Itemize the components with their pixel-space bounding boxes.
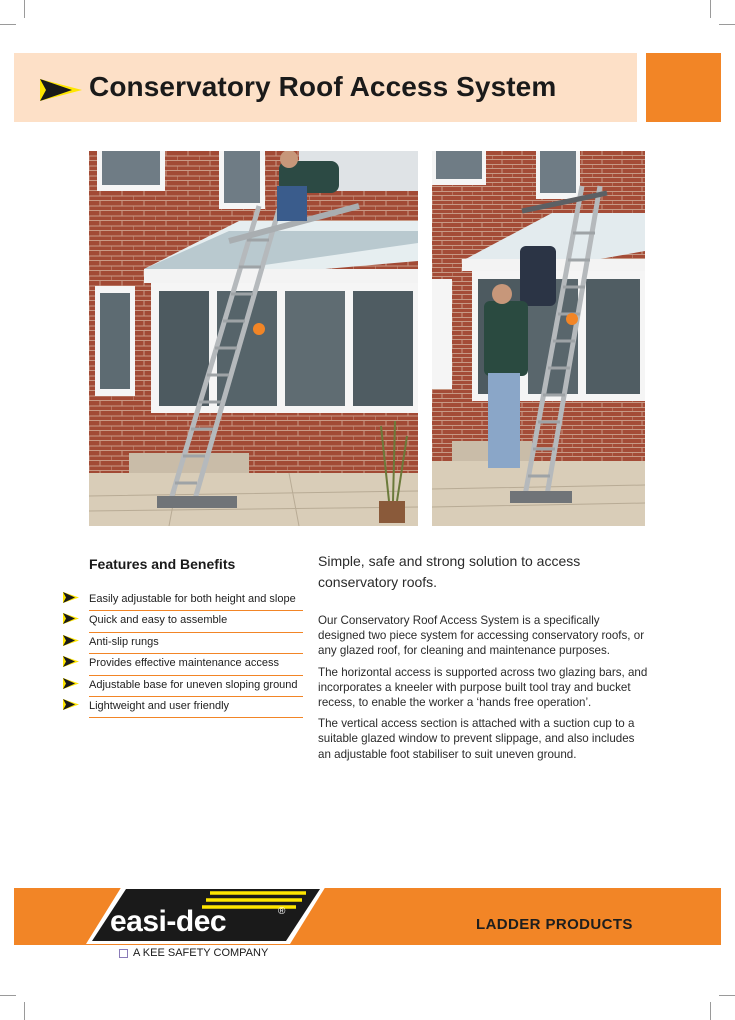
- description-paragraph: The horizontal access is supported across two glazing bars, and incorporates a kneeler with purpose built tool tray and bucket recess, to enable the worker a ‘hands free operation’.: [318, 665, 648, 710]
- description-body: [318, 613, 648, 768]
- pointer-arrow-icon: [63, 635, 79, 646]
- description-paragraph: The vertical access section is attached with a suction cup to a suitable glazed window to prevent slippage, and also includes an adjustable foot stabiliser to suit uneven ground.: [318, 717, 635, 761]
- crop-mark: [710, 0, 711, 18]
- ladder-photo-roof: [89, 151, 418, 526]
- feature-text: Easily adjustable for both height and slope: [89, 593, 296, 605]
- feature-item: [89, 611, 303, 632]
- logo-text: easi-dec: [110, 905, 227, 938]
- crop-mark: [710, 1002, 711, 1020]
- feature-text: Lightweight and user friendly: [89, 699, 230, 712]
- feature-text: Quick and easy to assemble: [89, 614, 228, 627]
- feature-text: Anti-slip rungs: [89, 635, 159, 648]
- footer-category-label: LADDER PRODUCTS: [476, 916, 633, 933]
- crop-mark: [719, 995, 735, 996]
- description-paragraph: Our Conservatory Roof Access System is a specifically designed two piece system for accessing conservatory roofs, or any glazed roof, for cleaning and maintenance purposes.: [318, 614, 645, 658]
- pointer-arrow-icon: [63, 592, 79, 603]
- crop-mark: [0, 24, 16, 25]
- arrow-right-icon: [40, 79, 82, 101]
- features-heading: Features and Benefits: [89, 556, 236, 572]
- feature-text: Provides effective maintenance access: [89, 657, 279, 670]
- feature-list: [62, 590, 303, 718]
- pointer-arrow-icon: [63, 678, 79, 689]
- crop-mark: [0, 995, 16, 996]
- ladder-photo-vertical: [432, 151, 645, 526]
- pointer-arrow-icon: [63, 656, 79, 667]
- intro-text: Simple, safe and strong solution to access conservatory roofs.: [318, 553, 581, 590]
- pointer-arrow-icon: [63, 613, 79, 624]
- feature-item: [89, 633, 303, 654]
- registered-mark: ®: [278, 906, 286, 917]
- feature-text: Adjustable base for uneven sloping ground: [89, 678, 298, 691]
- crop-mark: [719, 24, 735, 25]
- tagline: A KEE SAFETY COMPANY: [133, 947, 269, 959]
- pointer-arrow-icon: [63, 699, 79, 710]
- tagline-square-icon: [119, 949, 128, 958]
- feature-item: [89, 654, 303, 675]
- header-accent-square: [646, 53, 721, 122]
- feature-item: [89, 676, 303, 697]
- crop-mark: [24, 1002, 25, 1020]
- crop-mark: [24, 0, 25, 18]
- page-title: Conservatory Roof Access System: [89, 71, 557, 102]
- feature-item: [89, 697, 303, 718]
- feature-item: [89, 590, 303, 611]
